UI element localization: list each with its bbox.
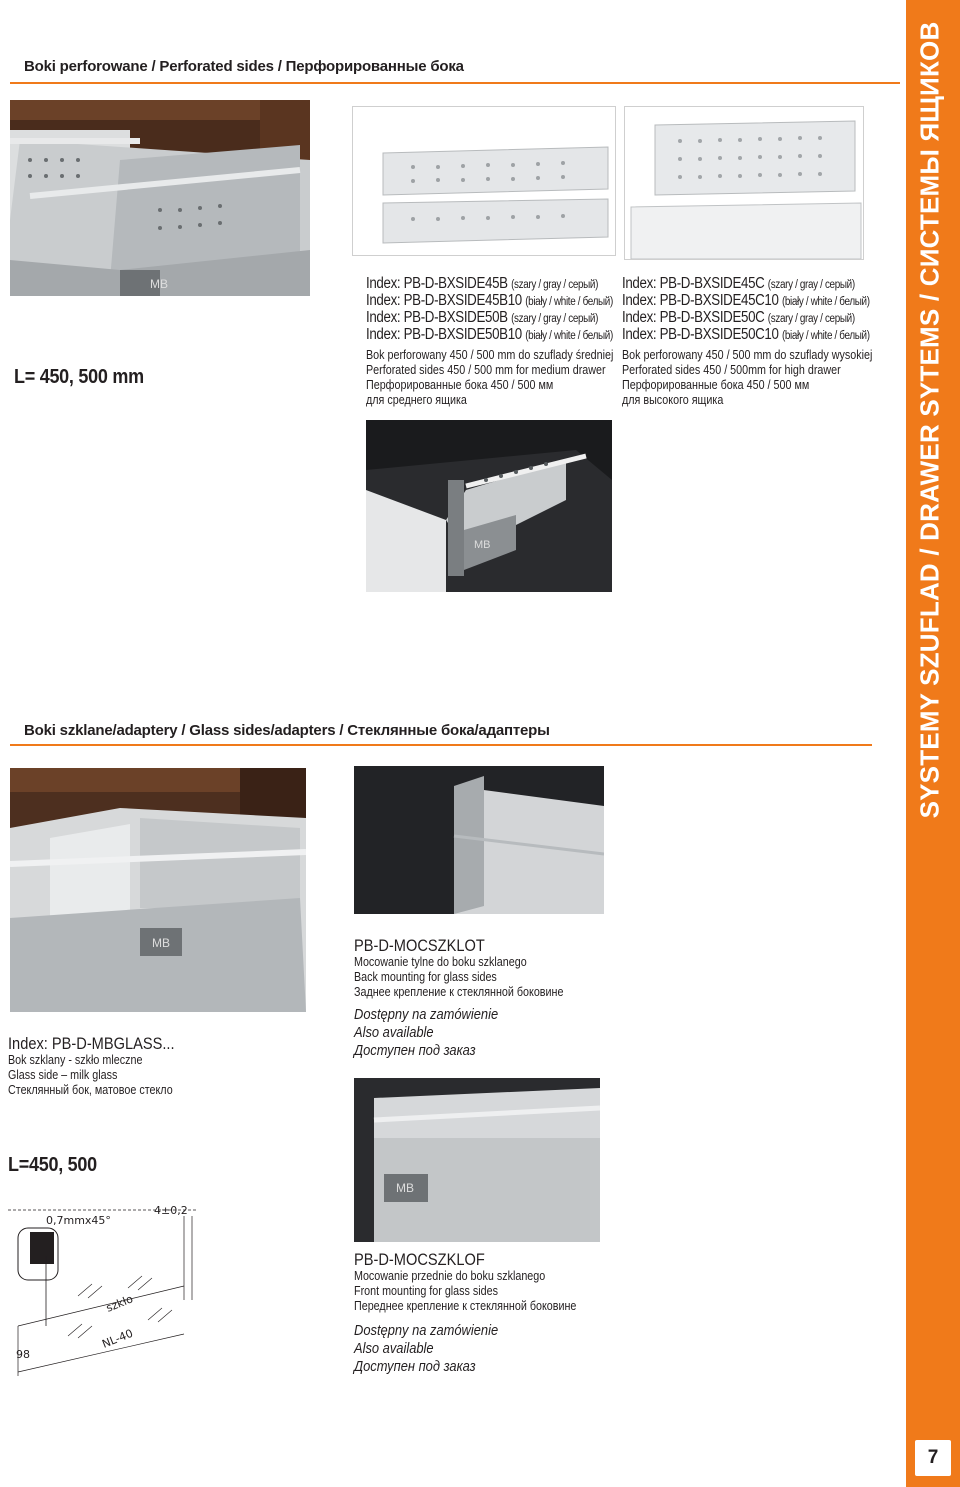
back-mount-code: PB-D-MOCSZKLOT <box>354 936 485 955</box>
photo-back-mount <box>354 766 604 914</box>
photo-perforated-drawer <box>10 100 310 296</box>
glass-index: Index: PB-D-MBGLASS... <box>8 1034 175 1053</box>
product-c-desc-en: Perforated sides 450 / 500mm for high drawer <box>622 363 841 377</box>
chamfer-label: 0,7mmx45° <box>46 1214 111 1227</box>
front-mount-block <box>354 1250 613 1376</box>
back-mount-avail-en: Also available <box>354 1024 434 1041</box>
mb-logo-2: MB <box>474 539 491 551</box>
glass-desc-en: Glass side – milk glass <box>8 1068 118 1082</box>
photo-front-mount <box>354 1078 600 1242</box>
glass-desc-pl: Bok szklany - szkło mleczne <box>8 1053 143 1067</box>
mb-logo-4: MB <box>396 1181 414 1195</box>
photo-glass-drawer <box>10 768 306 1012</box>
length-label-glass: L=450, 500 <box>8 1154 97 1176</box>
product-b-desc-pl: Bok perforowany 450 / 500 mm do szuflady średniej <box>366 348 614 362</box>
glass-desc-ru: Стеклянный бок, матовое стекло <box>8 1083 173 1097</box>
product-c-index-4: Index: PB-D-BXSIDE50C10 (biały / white / белый) <box>622 326 870 343</box>
front-mount-desc-ru: Переднее крепление к стеклянной боковине <box>354 1299 577 1313</box>
section-title-perforated: Boki perforowane / Perforated sides / Перфорированные бока <box>24 58 464 75</box>
front-mount-desc-en: Front mounting for glass sides <box>354 1284 499 1298</box>
photo-medium-drawer <box>366 420 612 592</box>
front-mount-code: PB-D-MOCSZKLOF <box>354 1250 485 1269</box>
product-b-desc-ru1: Перфорированные бока 450 / 500 мм <box>366 378 554 392</box>
code-word-label: NL-40 <box>100 1326 135 1351</box>
front-mount-avail-en: Also available <box>354 1340 434 1357</box>
photo-side-panels-c <box>624 106 864 260</box>
thickness-label: 4±0,2 <box>154 1204 188 1217</box>
front-mount-avail-ru: Доступен под заказ <box>354 1358 476 1375</box>
product-c-index-3: Index: PB-D-BXSIDE50C (szary / gray / серый) <box>622 309 855 326</box>
front-mount-desc-pl: Mocowanie przednie do boku szklanego <box>354 1269 546 1283</box>
mb-logo: MB <box>150 277 168 291</box>
product-b-desc-en: Perforated sides 450 / 500 mm for medium drawer <box>366 363 606 377</box>
sidebar-title: SYSTEMY SZUFLAD / DRAWER SYTEMS / СИСТЕМЫ ЯЩИКОВ <box>914 21 945 819</box>
glass-block <box>8 1034 202 1098</box>
back-mount-avail-ru: Доступен под заказ <box>354 1042 476 1059</box>
product-b-index-2: Index: PB-D-BXSIDE45B10 (biały / white / белый) <box>366 292 613 309</box>
glass-dimension-diagram <box>8 1196 198 1376</box>
mb-logo-3: MB <box>152 936 170 950</box>
section-title-glass: Boki szklane/adaptery / Glass sides/adapters / Стеклянные бока/адаптеры <box>24 722 550 739</box>
product-c-desc-pl: Bok perforowany 450 / 500 mm do szuflady wysokiej <box>622 348 873 362</box>
height-label: 98 <box>16 1348 30 1361</box>
section-rule <box>10 82 900 84</box>
back-mount-desc-en: Back mounting for glass sides <box>354 970 497 984</box>
back-mount-avail-pl: Dostępny na zamówienie <box>354 1006 499 1023</box>
product-c-index-1: Index: PB-D-BXSIDE45C (szary / gray / серый) <box>622 275 855 292</box>
back-mount-block <box>354 936 598 1060</box>
page-number: 7 <box>915 1440 951 1476</box>
product-c-desc-ru2: для высокого ящика <box>622 393 724 407</box>
product-b-index-4: Index: PB-D-BXSIDE50B10 (biały / white / белый) <box>366 326 613 343</box>
product-b-block <box>366 276 654 408</box>
glass-word-label: szkło <box>104 1292 135 1315</box>
length-label-perforated: L= 450, 500 mm <box>14 366 144 388</box>
front-mount-avail-pl: Dostępny na zamówienie <box>354 1322 499 1339</box>
back-mount-desc-pl: Mocowanie tylne do boku szklanego <box>354 955 527 969</box>
product-c-block <box>622 276 913 408</box>
photo-side-panels-b <box>352 106 616 256</box>
product-b-index-1: Index: PB-D-BXSIDE45B (szary / gray / серый) <box>366 275 599 292</box>
section-rule-2 <box>10 744 872 746</box>
back-mount-desc-ru: Заднее крепление к стеклянной боковине <box>354 985 564 999</box>
product-b-index-3: Index: PB-D-BXSIDE50B (szary / gray / серый) <box>366 309 599 326</box>
product-c-index-2: Index: PB-D-BXSIDE45C10 (biały / white / белый) <box>622 292 870 309</box>
product-c-desc-ru1: Перфорированные бока 450 / 500 мм <box>622 378 810 392</box>
product-b-desc-ru2: для среднего ящика <box>366 393 467 407</box>
